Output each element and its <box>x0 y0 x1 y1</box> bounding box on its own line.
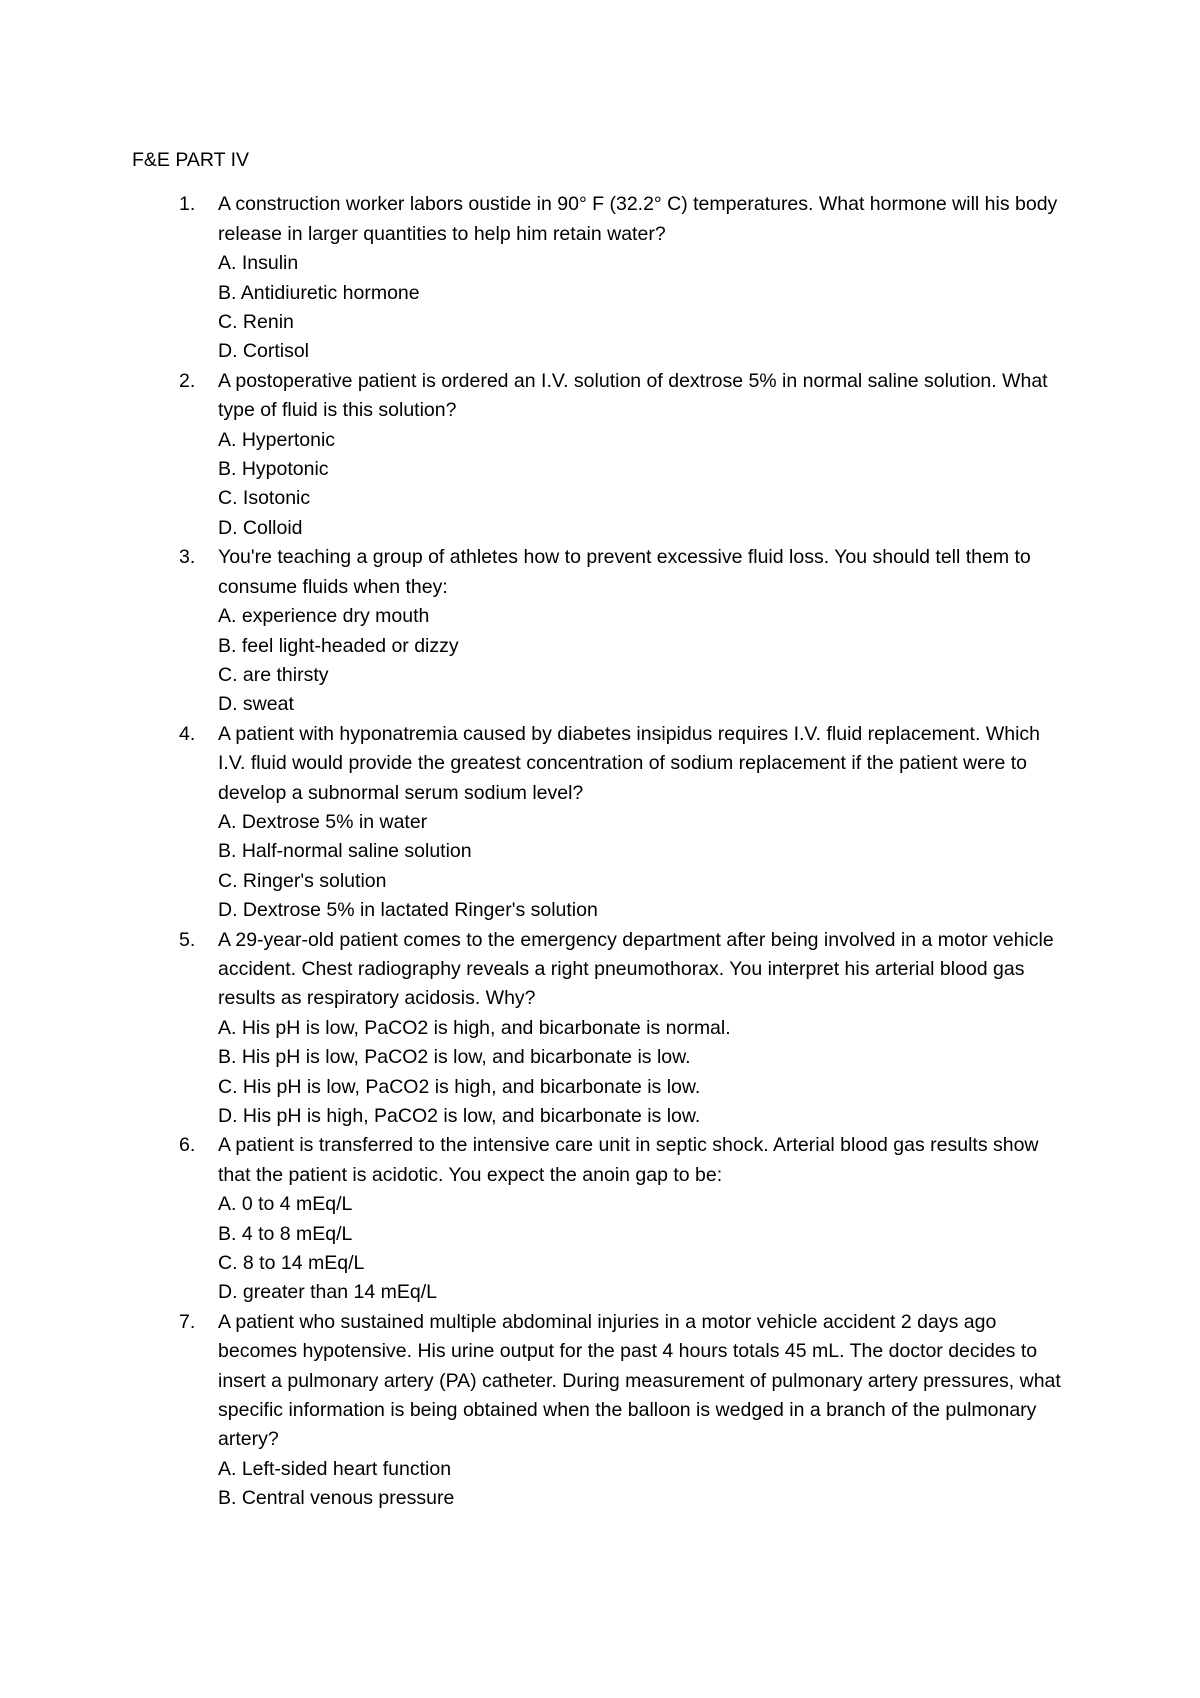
question-item <box>132 1131 1072 1307</box>
answer-option: B. Hypotonic <box>218 458 329 481</box>
question-text: You're teaching a group of athletes how to prevent excessive fluid loss. You should tell them to consume fluids when they: <box>218 546 1031 598</box>
answer-option: B. Antidiuretic hormone <box>218 281 420 304</box>
question-text: A 29-year-old patient comes to the emergency department after being involved in a motor vehicle accident. Chest radiography reveals a right pneumothorax. You interpret his arterial blood gas results as respiratory acidosis. Why? <box>218 928 1054 1010</box>
answer-option: D. Colloid <box>218 516 303 539</box>
answer-option: D. Cortisol <box>218 340 310 363</box>
answer-option: D. His pH is high, PaCO2 is low, and bicarbonate is low. <box>218 1105 701 1127</box>
question-number: 6. <box>179 1134 196 1157</box>
question-number: 7. <box>179 1310 196 1333</box>
question-text: A postoperative patient is ordered an I.V. solution of dextrose 5% in normal saline solution. What type of fluid is this solution? <box>218 369 1048 422</box>
question-number: 2. <box>179 369 196 392</box>
answer-option: A. His pH is low, PaCO2 is high, and bicarbonate is normal. <box>218 1016 731 1039</box>
document-body <box>132 146 1072 1514</box>
answer-option: B. 4 to 8 mEq/L <box>218 1222 353 1245</box>
answer-option: C. are thirsty <box>218 663 329 686</box>
question-item <box>132 543 1072 719</box>
question-item <box>132 1308 1072 1514</box>
question-item <box>132 367 1072 543</box>
question-list <box>132 190 1072 1513</box>
answer-option: A. experience dry mouth <box>218 605 430 628</box>
answer-option: B. feel light-headed or dizzy <box>218 634 459 657</box>
answer-option: A. Hypertonic <box>218 428 336 451</box>
answer-option: C. Renin <box>218 311 294 334</box>
answer-option: D. sweat <box>218 693 294 716</box>
answer-option: C. 8 to 14 mEq/L <box>218 1252 365 1275</box>
answer-option: C. His pH is low, PaCO2 is high, and bicarbonate is low. <box>218 1075 701 1098</box>
question-number: 3. <box>179 546 196 569</box>
answer-option: A. Dextrose 5% in water <box>218 810 428 833</box>
answer-option: A. 0 to 4 mEq/L <box>218 1193 353 1216</box>
question-number: 4. <box>179 722 196 745</box>
answer-option: C. Isotonic <box>218 487 311 510</box>
answer-option: C. Ringer's solution <box>218 869 387 892</box>
question-text: A construction worker labors oustide in 90° F (32.2° C) temperatures. What hormone will his body release in larger quantities to help him retain water? <box>218 193 1058 245</box>
question-text: A patient with hyponatremia caused by diabetes insipidus requires I.V. fluid replacement. Which I.V. fluid would provide the greatest concentration of sodium replacement if the patient were to develop a subnormal serum sodium level? <box>218 722 1040 804</box>
question-number: 1. <box>179 193 196 216</box>
question-item <box>132 190 1072 366</box>
answer-option: B. Central venous pressure <box>218 1487 455 1510</box>
answer-option: D. Dextrose 5% in lactated Ringer's solution <box>218 899 598 922</box>
answer-option: A. Left-sided heart function <box>218 1457 452 1480</box>
question-number: 5. <box>179 928 196 951</box>
answer-option: D. greater than 14 mEq/L <box>218 1281 437 1304</box>
answer-option: B. Half-normal saline solution <box>218 840 472 863</box>
question-item <box>132 926 1072 1132</box>
answer-option: A. Insulin <box>218 252 299 275</box>
answer-option: B. His pH is low, PaCO2 is low, and bicarbonate is low. <box>218 1046 691 1069</box>
document-title: F&E PART IV <box>132 149 250 171</box>
question-text: A patient who sustained multiple abdominal injuries in a motor vehicle accident 2 days ago becomes hypotensive. His urine output for the past 4 hours totals 45 mL. The doctor decides to insert a pulmonary artery (PA) catheter. During measurement of pulmonary artery pressures, what specific information is being obtained when the balloon is wedged in a branch of the pulmonary artery? <box>218 1310 1061 1451</box>
question-text: A patient is transferred to the intensive care unit in septic shock. Arterial blood gas results show that the patient is acidotic. You expect the anoin gap to be: <box>218 1134 1039 1186</box>
question-item <box>132 720 1072 926</box>
